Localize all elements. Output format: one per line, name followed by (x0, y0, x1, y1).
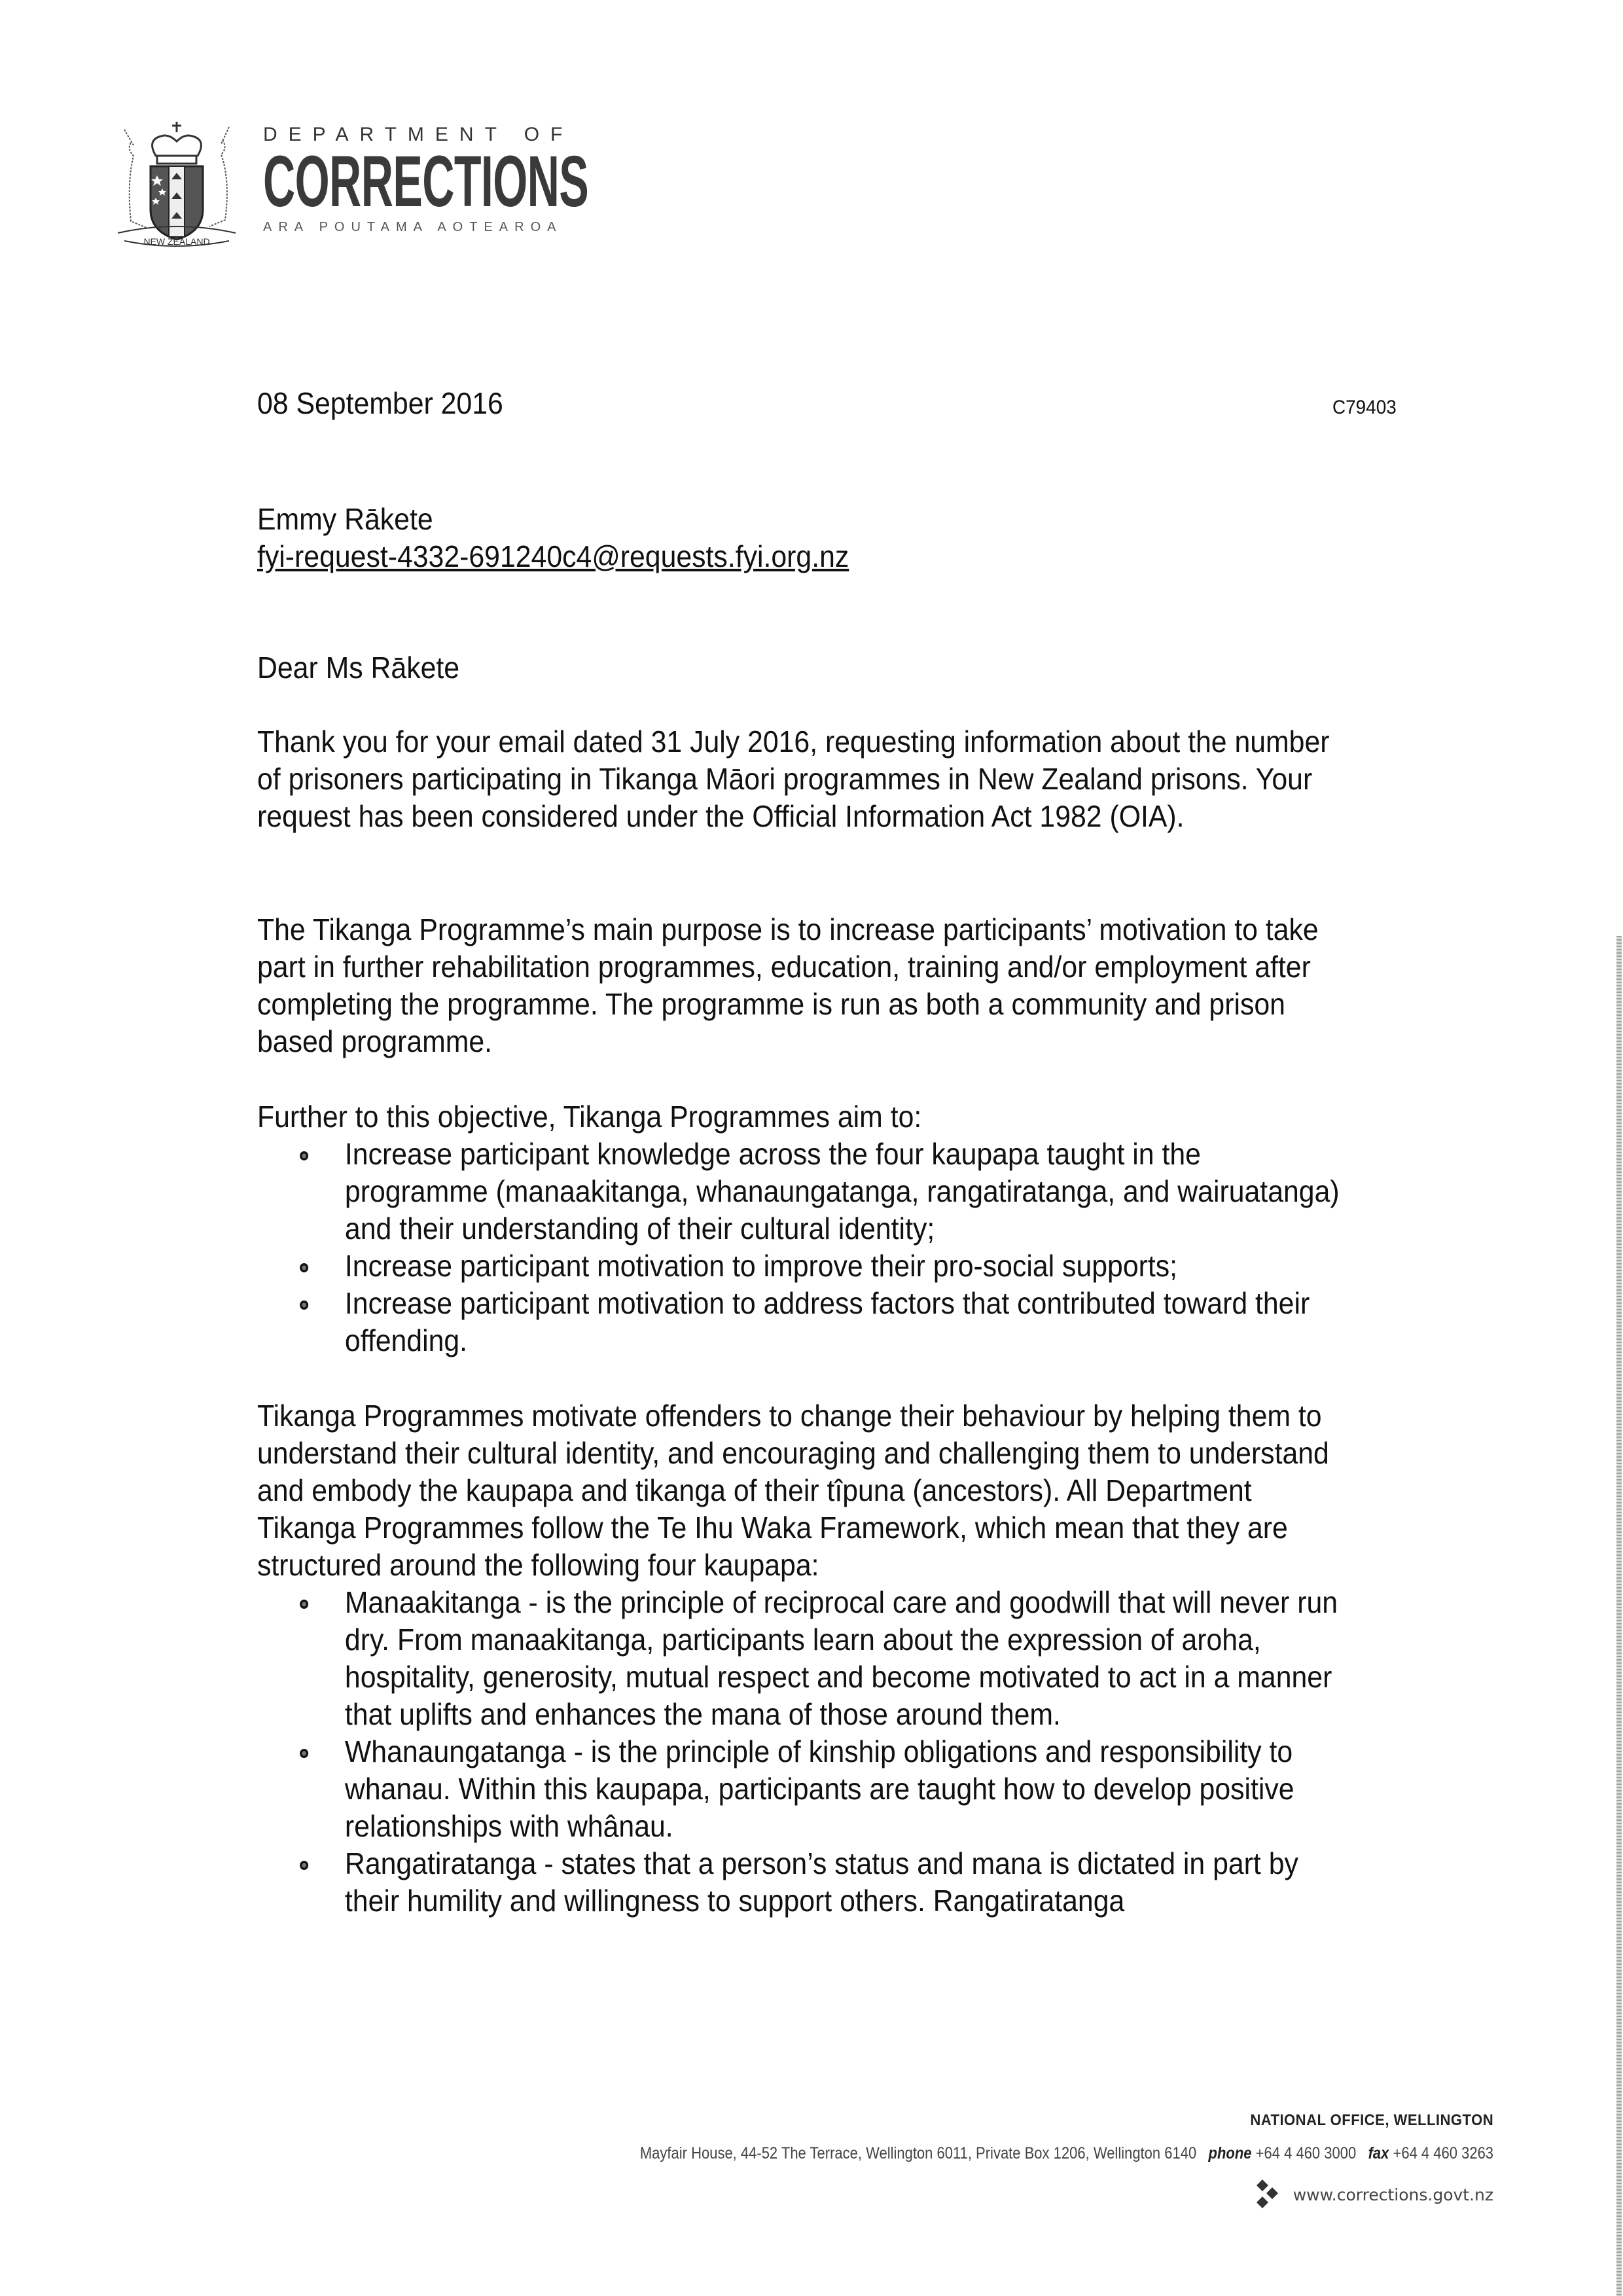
letter-date: 08 September 2016 (257, 386, 503, 420)
recipient-name: Emmy Rākete (257, 502, 433, 536)
bullet-icon (300, 1600, 308, 1609)
list-item-text: Whanaungatanga - is the principle of kinship obligations and responsibility to whanau. Within this kaupapa, participants are taught how to develop positive relationships with whânau. (344, 1734, 1294, 1843)
nz-coat-of-arms-icon (105, 117, 249, 254)
list-item (257, 1845, 1340, 1920)
paragraph-text: Thank you for your email dated 31 July 2016, requesting information about the number of prisoners participating in Tikanga Māori programmes in New Zealand prisons. Your request has been considered under the Official Information Act 1982 (OIA). (257, 725, 1330, 833)
letterhead (105, 117, 589, 260)
department-wordmark (263, 123, 589, 236)
ara-poutama-label: ARA POUTAMA AOTEAROA (263, 220, 563, 234)
list-item-text: Increase participant motivation to improve their pro-social supports; (344, 1249, 1178, 1283)
paragraph-text: Further to this objective, Tikanga Programmes aim to: (257, 1100, 922, 1134)
reference-number: C79403 (1332, 397, 1397, 418)
bullet-icon (300, 1861, 308, 1870)
paragraph-programme-purpose (257, 911, 1340, 1060)
kaupapa-list (257, 1584, 1340, 1920)
salutation: Dear Ms Rākete (257, 651, 460, 685)
recipient-email-link[interactable]: fyi-request-4332-691240c4@requests.fyi.org.nz (257, 539, 849, 573)
phone-number: +64 4 460 3000 (1255, 2144, 1357, 2162)
paragraph-text: Tikanga Programmes motivate offenders to change their behaviour by helping them to understand their cultural identity, and encouraging and challenging them to understand and embody the kaupapa and tikanga of their tîpuna (ancestors). All Department Tikanga Programmes follow the Te Ihu Waka Framework, which mean that they are structured around the following four kaupapa: (257, 1399, 1329, 1582)
bullet-icon (300, 1749, 308, 1758)
list-item (257, 1733, 1340, 1845)
list-item-text: Manaakitanga - is the principle of reciprocal care and goodwill that will never run dry. From manaakitanga, participants learn about the expression of aroha, hospitality, generosity, mutual respect and become motivated to act in a manner that uplifts and enhances the mana of those around them. (344, 1585, 1338, 1731)
footer-website (1257, 2179, 1493, 2210)
list-item-text: Rangatiratanga - states that a person’s status and mana is dictated in part by their humility and willingness to support others. Rangatiratanga (344, 1846, 1298, 1918)
section-programme-aims (257, 1098, 1340, 1359)
footer-office-heading: NATIONAL OFFICE, WELLINGTON (1250, 2111, 1493, 2129)
footer-address (640, 2144, 1493, 2163)
corrections-diamond-logo-icon (1257, 2179, 1281, 2210)
scan-edge-artifact (1616, 936, 1622, 2296)
paragraph-text: The Tikanga Programme’s main purpose is to increase participants’ motivation to take part in further rehabilitation programmes, education, training and/or employment after completing the programme. The programme is run as both a community and prison based programme. (257, 912, 1319, 1058)
fax-number: +64 4 460 3263 (1393, 2144, 1493, 2162)
list-item (257, 1285, 1340, 1359)
fax-label: fax (1368, 2144, 1389, 2162)
phone-label: phone (1208, 2144, 1252, 2162)
list-item-text: Increase participant motivation to address factors that contributed toward their offending. (344, 1286, 1310, 1357)
list-item (257, 1247, 1340, 1285)
list-item-text: Increase participant knowledge across the four kaupapa taught in the programme (manaakitanga, whanaungatanga, rangatiratanga, and wairuatanga) and their understanding of their cultural identity; (344, 1137, 1340, 1246)
website-link[interactable]: www.corrections.govt.nz (1293, 2185, 1493, 2204)
bullet-icon (300, 1300, 308, 1310)
paragraph-request-summary (257, 723, 1340, 835)
list-item (257, 1136, 1340, 1247)
aims-list (257, 1136, 1340, 1359)
section-kaupapa (257, 1397, 1340, 1920)
svg-text:NEW ZEALAND: NEW ZEALAND (143, 236, 210, 247)
address-text: Mayfair House, 44-52 The Terrace, Wellington 6011, Private Box 1206, Wellington 6140 (639, 2144, 1197, 2162)
corrections-label: CORRECTIONS (263, 141, 589, 222)
department-of-label: DEPARTMENT OF (263, 124, 574, 145)
list-item (257, 1584, 1340, 1733)
bullet-icon (300, 1151, 308, 1160)
bullet-icon (300, 1263, 308, 1272)
